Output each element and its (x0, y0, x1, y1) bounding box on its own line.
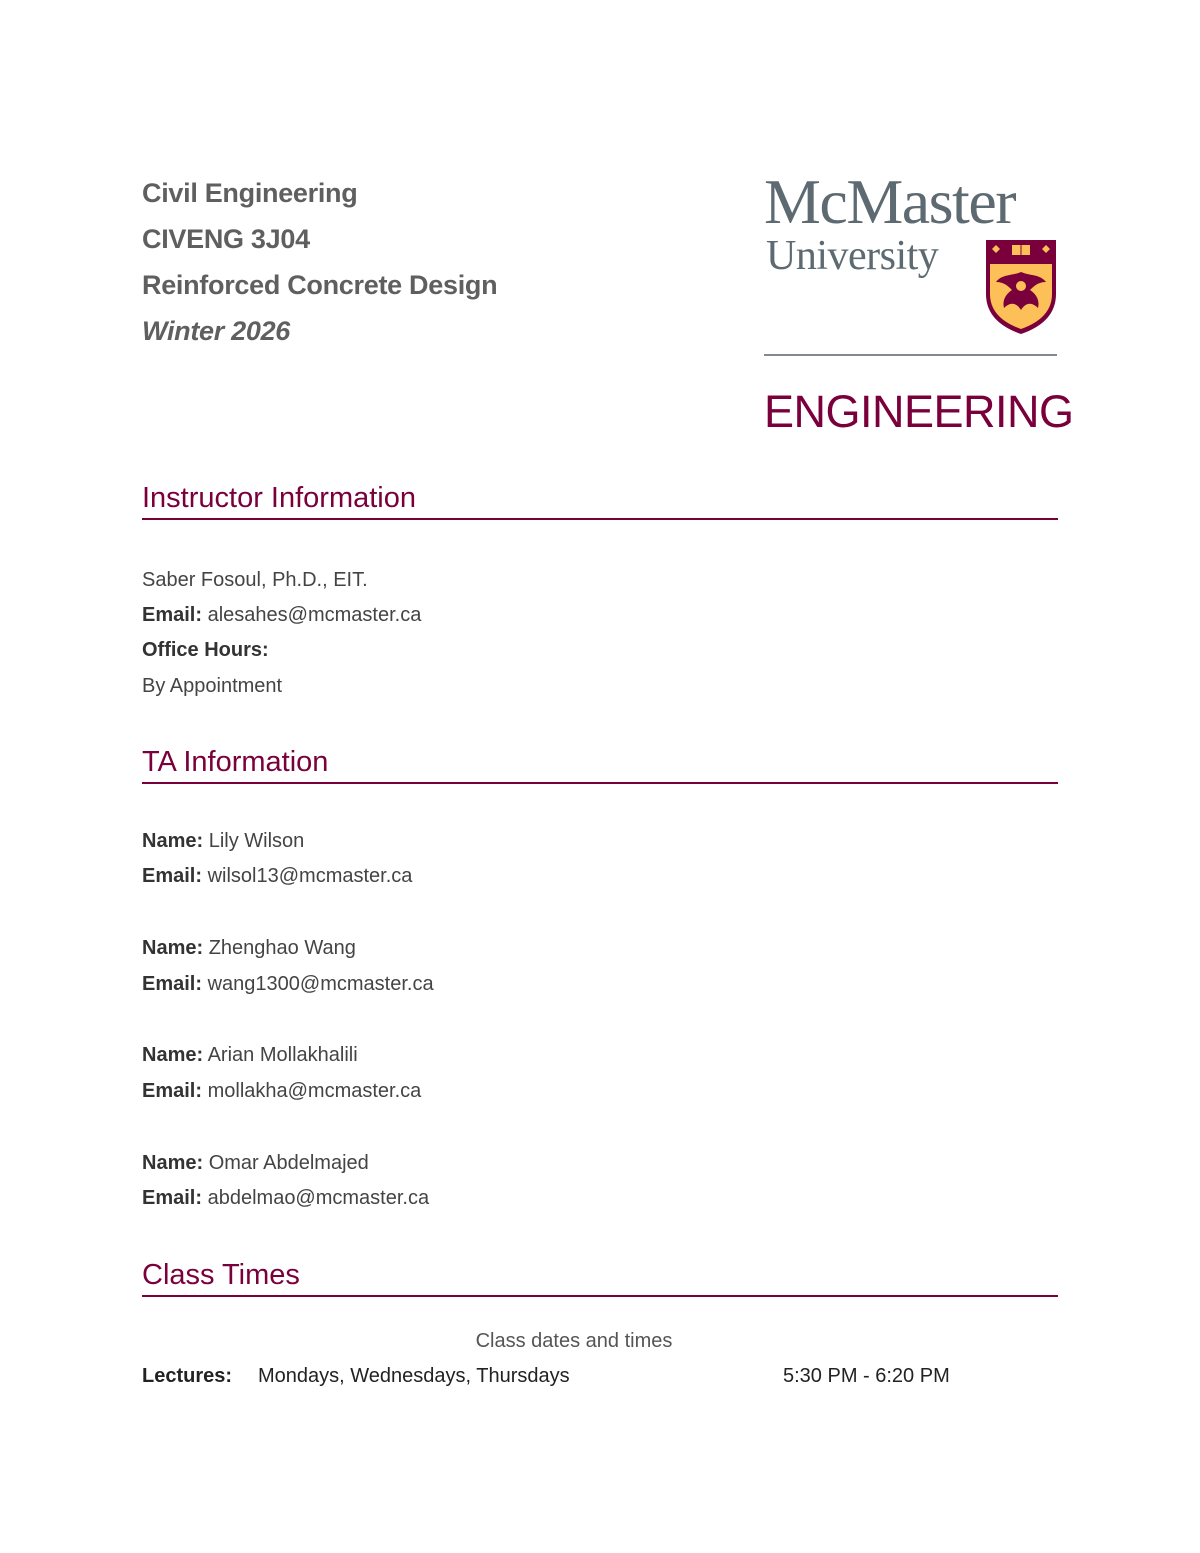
office-hours-value: By Appointment (142, 675, 283, 697)
logo-faculty-text: ENGINEERING (764, 386, 1074, 437)
logo-university-text: University (766, 233, 939, 279)
office-hours-label: Office Hours: (142, 639, 269, 661)
instructor-heading: Instructor Information (142, 480, 1058, 520)
ta-email-row (142, 971, 434, 997)
crest-icon (982, 236, 1060, 336)
lectures-label: Lectures: (142, 1365, 233, 1387)
mcmaster-engineering-logo (764, 166, 1074, 446)
ta-name-row (142, 1042, 358, 1068)
department: Civil Engineering (142, 178, 358, 208)
ta-name: Lily Wilson (208, 830, 305, 852)
class-times-caption: Class dates and times (475, 1330, 673, 1352)
ta-email: abdelmao@mcmaster.ca (207, 1187, 430, 1209)
email-label: Email: (142, 1187, 203, 1209)
name-label: Name: (142, 1152, 204, 1174)
course-header (142, 170, 497, 354)
ta-email-row (142, 1185, 429, 1211)
ta-name-row (142, 1150, 369, 1176)
logo-mcmaster-text: McMaster (764, 166, 1016, 237)
name-label: Name: (142, 1044, 204, 1066)
ta-email-row (142, 863, 412, 889)
lectures-days: Mondays, Wednesdays, Thursdays (258, 1365, 570, 1387)
logo-divider (764, 354, 1057, 356)
instructor-email: alesahes@mcmaster.ca (207, 604, 422, 626)
ta-name: Zhenghao Wang (208, 937, 356, 959)
ta-name-row (142, 935, 356, 961)
email-label: Email: (142, 604, 203, 626)
ta-name: Omar Abdelmajed (208, 1152, 369, 1174)
ta-email: wang1300@mcmaster.ca (207, 973, 434, 995)
course-code: CIVENG 3J04 (142, 224, 310, 254)
email-label: Email: (142, 973, 203, 995)
ta-heading: TA Information (142, 744, 1058, 784)
name-label: Name: (142, 830, 204, 852)
ta-name-row (142, 828, 304, 854)
ta-email: wilsol13@mcmaster.ca (207, 865, 413, 887)
instructor-email-row (142, 602, 421, 628)
ta-email-row (142, 1078, 421, 1104)
email-label: Email: (142, 865, 203, 887)
course-term: Winter 2026 (142, 316, 291, 346)
instructor-name: Saber Fosoul, Ph.D., EIT. (142, 569, 368, 591)
ta-name: Arian Mollakhalili (207, 1044, 358, 1066)
lectures-time: 5:30 PM - 6:20 PM (783, 1365, 950, 1387)
email-label: Email: (142, 1080, 203, 1102)
ta-email: mollakha@mcmaster.ca (207, 1080, 422, 1102)
name-label: Name: (142, 937, 204, 959)
course-title: Reinforced Concrete Design (142, 270, 498, 300)
class-times-heading: Class Times (142, 1257, 1058, 1297)
